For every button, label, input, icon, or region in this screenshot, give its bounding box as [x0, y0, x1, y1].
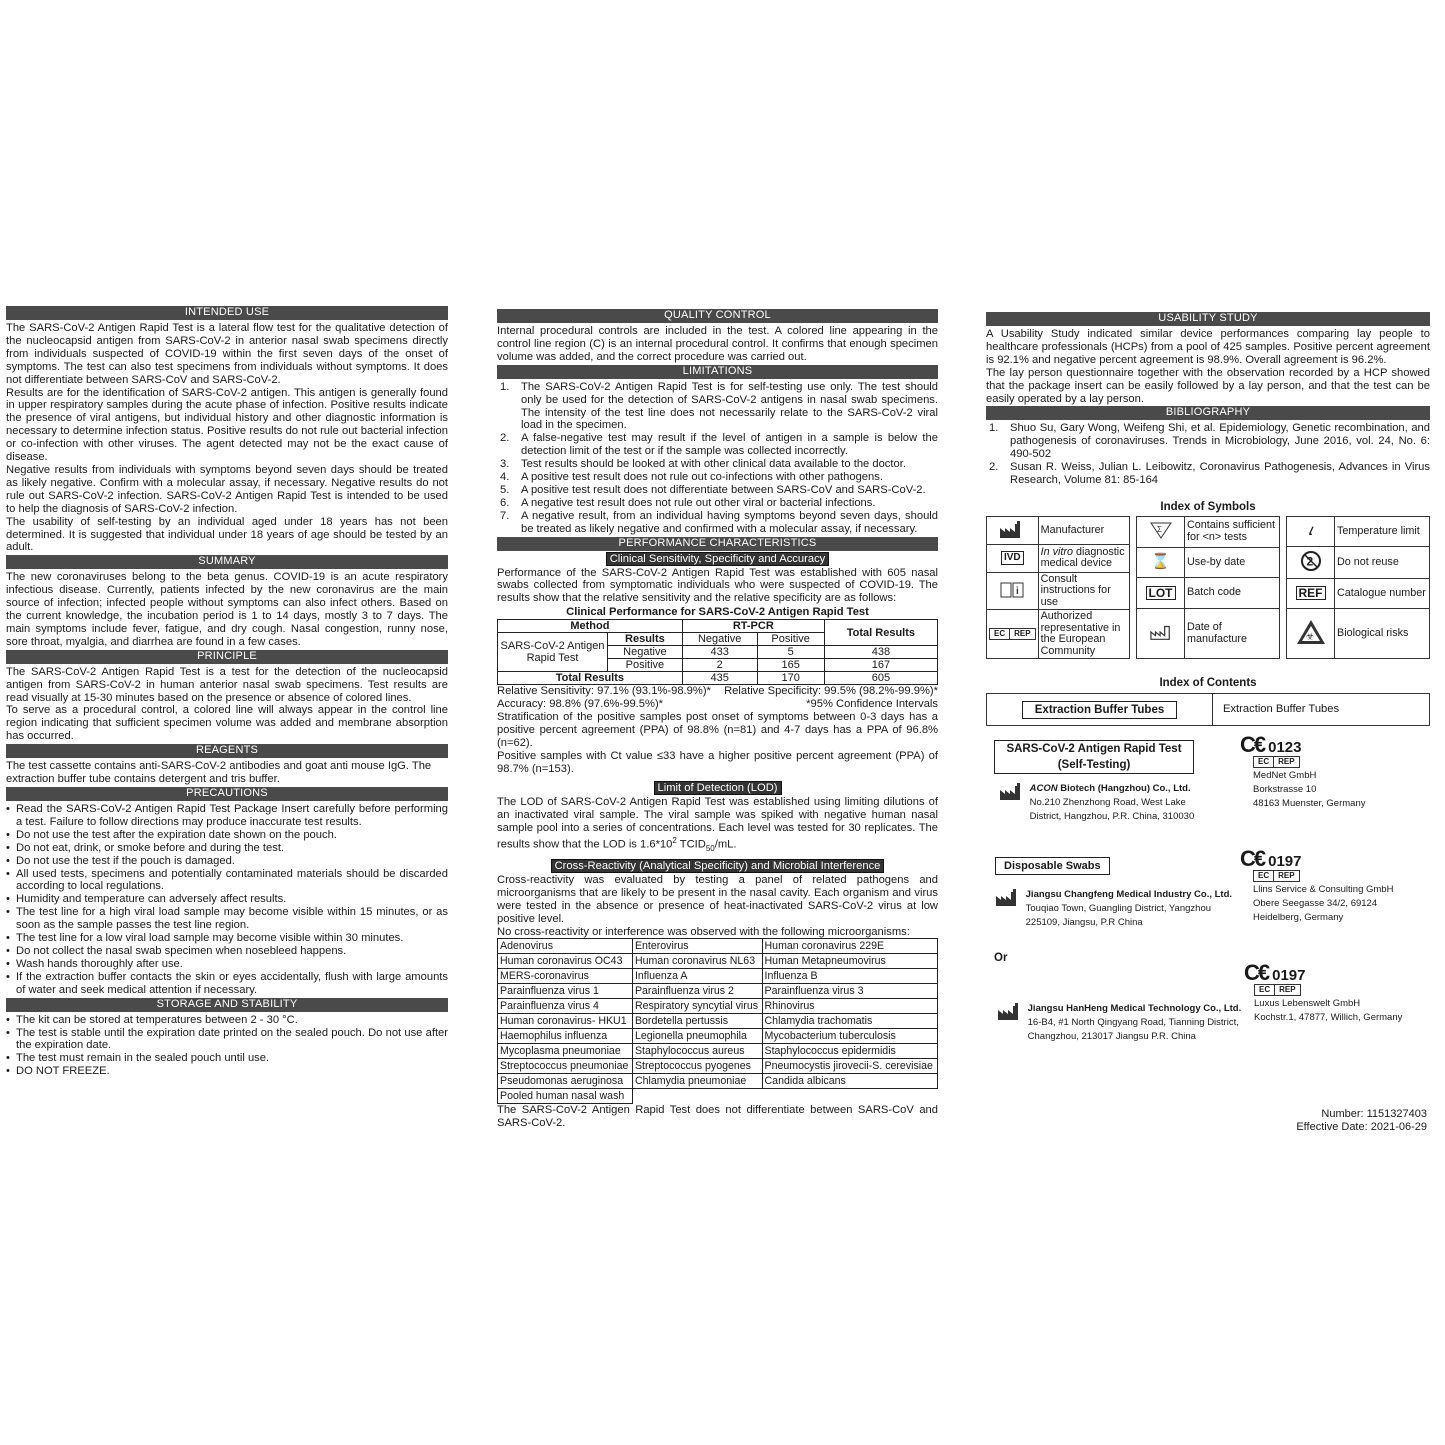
microorganism-cell: MERS-coronavirus — [498, 969, 633, 984]
symbol-label — [1185, 578, 1280, 609]
symbol-label-text: diagnostic medical device — [1040, 545, 1125, 570]
microorganism-cell: Streptococcus pneumoniae — [498, 1059, 633, 1074]
ce-mark: C€ 0197 — [1240, 846, 1302, 871]
method-header: Method — [498, 620, 683, 633]
symbol-label — [1038, 572, 1129, 610]
ce-block-3: C€ 0197 EC REP Luxus Lebenswelt GmbH Kochstr.1, 47877, Willich, Germany — [1244, 960, 1403, 1023]
biohazard-icon — [1287, 609, 1335, 659]
symbols-table — [986, 516, 1130, 660]
item-number: 1. — [989, 422, 999, 435]
symbol-row — [1287, 516, 1430, 547]
intended-use-heading: INTENDED USE — [6, 306, 448, 320]
table-row — [498, 1044, 938, 1059]
limitations-heading: LIMITATIONS — [497, 365, 938, 379]
item-number: 3. — [500, 458, 510, 471]
symbol-label — [1185, 547, 1280, 578]
limitations-list — [497, 381, 938, 536]
symbol-row — [1137, 578, 1280, 609]
reagents-heading: REAGENTS — [6, 744, 448, 758]
microorganism-cell: Human coronavirus OC43 — [498, 954, 633, 969]
manufacturer-2: Jiangsu Changfeng Medical Industry Co., Ltd. Touqiao Town, Guangling District, Yangzhou 225109, Jiangsu, P.R China — [996, 888, 1232, 930]
microorganism-cell: Influenza A — [632, 969, 762, 984]
limitations-item — [497, 432, 938, 458]
microorganism-cell: Chlamydia trachomatis — [762, 1014, 937, 1029]
ec-rep-icon: EC REP — [1253, 870, 1300, 882]
table-cell: 170 — [757, 672, 824, 685]
table-cell: 165 — [757, 659, 824, 672]
usability-para: The lay person questionnaire together with the observation recorded by a HCP showed that the package insert can be easily followed by a lay person, and that the test can be easily operated by a lay person. — [986, 366, 1430, 405]
table-cell: Negative — [608, 646, 683, 659]
lod-text: The LOD of SARS-CoV-2 Antigen Rapid Test was established using limiting dilutions of an inactivated viral sample. The viral sample was spiked with negative human nasal sample pool into a series of concentrations. Each level was tested for 30 replicates. The results show that the LOD is $1.6*10^2$ $TCID_{50}/mL$. — [497, 796, 938, 854]
symbol-row — [1287, 609, 1430, 659]
lod-subheading: Limit of Detection (LOD) — [654, 781, 782, 795]
or-label: Or — [994, 952, 1008, 964]
left-column — [6, 305, 448, 1078]
item-text: A negative result, from an individual having symptoms beyond seven days, should be treated as likely negative and confirmed with a molecular assay, if necessary. — [521, 509, 938, 535]
limitations-item — [497, 381, 938, 433]
symbol-row — [1137, 516, 1280, 547]
table-cell: 5 — [757, 646, 824, 659]
symbol-label — [1185, 516, 1280, 547]
usability-heading: USABILITY STUDY — [986, 312, 1430, 326]
table-row — [498, 939, 938, 954]
precautions-item: • All used tests, specimens and potentially contaminated materials should be discarded according to local regulations. — [6, 868, 448, 894]
symbols-table — [1286, 516, 1430, 660]
symbol-label-text: Use-by date — [1187, 555, 1246, 568]
precautions-item: • Do not eat, drink, or smoke before and during the test. — [6, 842, 448, 855]
precautions-heading: PRECAUTIONS — [6, 787, 448, 801]
symbol-label-text: Consult instructions for use — [1040, 572, 1111, 608]
accuracy: Accuracy: 98.8% (97.6%-99.5%)* — [497, 698, 664, 711]
ec-rep-icon: EC REP — [1254, 984, 1301, 996]
microorganism-cell: Legionella pneumophila — [632, 1029, 762, 1044]
precautions-item: • The test line for a high viral load sample may become visible within 15 minutes, or as soon as the sample passes the test line region. — [6, 906, 448, 932]
item-number: 1. — [500, 380, 510, 393]
rtpcr-header: RT-PCR — [682, 620, 824, 633]
precautions-item: • Do not collect the nasal swab specimen when nosebleed happens. — [6, 945, 448, 958]
contents-title: Index of Contents — [1159, 677, 1257, 690]
symbol-label-text: Batch code — [1187, 586, 1242, 599]
microorganism-cell: Parainfluenza virus 2 — [632, 984, 762, 999]
item-number: 5. — [500, 483, 510, 496]
quality-control-heading: QUALITY CONTROL — [497, 309, 938, 323]
item-text: Test results should be looked at with other clinical data available to the doctor. — [521, 458, 906, 471]
svg-text:2: 2 — [1306, 554, 1313, 569]
microorganism-cell: Parainfluenza virus 3 — [762, 984, 937, 999]
table-row — [498, 954, 938, 969]
table-row — [498, 999, 938, 1014]
effective-date: Effective Date: 2021-06-29 — [1296, 1121, 1427, 1133]
precautions-item: • Do not use the test after the expiration date shown on the pouch. — [6, 829, 448, 842]
precautions-item: • Do not use the test if the pouch is damaged. — [6, 855, 448, 868]
lot-icon: LOT — [1137, 578, 1185, 609]
product-2 — [995, 857, 1110, 875]
symbol-row — [1137, 608, 1280, 658]
cross-text-2: No cross-reactivity or interference was observed with the following microorganisms: — [497, 925, 910, 938]
symbol-label — [1038, 544, 1129, 572]
contents-label: Extraction Buffer Tubes — [1223, 703, 1340, 716]
symbol-row — [987, 516, 1130, 544]
microorganism-cell: Staphylococcus epidermidis — [762, 1044, 937, 1059]
microorganism-cell: Pseudomonas aeruginosa — [498, 1074, 633, 1089]
empty-cell — [632, 1089, 937, 1104]
symbol-label — [1038, 516, 1129, 544]
sensitivity: Relative Sensitivity: 97.1% (93.1%-98.9%)* — [497, 685, 711, 698]
precautions-item: • Read the SARS-CoV-2 Antigen Rapid Test Package Insert carefully before performing a test. Failure to follow directions may produce inaccurate test results. — [6, 803, 448, 829]
symbol-label-text: Catalogue number — [1337, 586, 1426, 599]
product-name: SARS-CoV-2 Antigen Rapid Test (Self-Testing) — [994, 740, 1194, 774]
total-results-header: Total Results — [824, 620, 937, 646]
factory-icon — [998, 1002, 1022, 1020]
intended-use-para: Negative results from individuals with symptoms beyond seven days should be treated as likely negative. Confirm with a molecular assay, if necessary. Negative results do not rule out SARS-CoV-2 infection. SARS-CoV-2 Antigen Rapid Test is intended to be used to help the diagnosis of SARS-CoV-2 infection. — [6, 463, 448, 515]
clinical-performance-table — [497, 619, 938, 685]
table-cell: 435 — [682, 672, 757, 685]
symbols-title: Index of Symbols — [1160, 500, 1256, 513]
storage-item: • The test must remain in the sealed pouch until use. — [6, 1052, 448, 1065]
principle-para: The SARS-CoV-2 Antigen Rapid Test is a test for the detection of the nucleocapsid antigen from SARS-CoV-2 in human anterior nasal swab specimens. Test results are read visually at 15-30 minutes based on the presence or absence of colored lines. — [6, 665, 448, 704]
symbol-label-text: Temperature limit — [1337, 524, 1420, 537]
item-text: The SARS-CoV-2 Antigen Rapid Test is for self-testing use only. The test should only be used for the detection of SARS-CoV-2 antigens in nasal swab specimens. The intensity of the test line does not necessarily relate to the SARS-CoV-2 viral load in the specimen. — [521, 380, 938, 432]
table-cell: Positive — [608, 659, 683, 672]
hourglass-icon: ⌛ — [1137, 547, 1185, 578]
principle-para: To serve as a procedural control, a colored line will always appear in the control line region indicating that sufficient specimen volume was added and membrane absorption has occurred. — [6, 704, 448, 743]
middle-column — [497, 308, 938, 1130]
microorganism-cell: Mycoplasma pneumoniae — [498, 1044, 633, 1059]
item-number: 2. — [500, 432, 510, 445]
ce-block-2: C€ 0197 EC REP Llins Service & Consulting GmbH Obere Seegasse 34/2, 69124 Heidelberg, Germany — [1240, 846, 1394, 923]
item-number: 2. — [989, 461, 999, 474]
ce-block-1: C€ 0123 EC REP MedNet GmbH Borkstrasse 10 48163 Muenster, Germany — [1240, 732, 1366, 809]
item-number: 4. — [500, 471, 510, 484]
bibliography-item — [986, 461, 1430, 487]
bibliography-item — [986, 422, 1430, 461]
clinical-table-title: Clinical Performance for SARS-CoV-2 Antigen Rapid Test — [566, 606, 869, 619]
microorganism-cell: Adenovirus — [498, 939, 633, 954]
table-row — [498, 1059, 938, 1074]
storage-heading: STORAGE AND STABILITY — [6, 998, 448, 1012]
ec-rep-icon: EC REP — [987, 610, 1039, 659]
microorganism-cell: Pneumocystis jirovecii-S. cerevisiae — [762, 1059, 937, 1074]
symbol-label-italic: In vitro — [1040, 545, 1073, 558]
item-number: 6. — [500, 496, 510, 509]
svg-text:i: i — [1016, 586, 1020, 598]
symbol-label — [1335, 547, 1430, 578]
factory-icon — [996, 888, 1020, 906]
microorganism-cell: Staphylococcus aureus — [632, 1044, 762, 1059]
symbol-row — [1287, 547, 1430, 578]
principle-heading: PRINCIPLE — [6, 650, 448, 664]
item-text: A positive test result does not differentiate between SARS-CoV and SARS-CoV-2. — [521, 483, 926, 496]
svg-text:☣: ☣ — [1305, 631, 1314, 643]
limitations-item — [497, 497, 938, 510]
microorganism-cell: Pooled human nasal wash — [498, 1089, 633, 1104]
table-cell: 167 — [824, 659, 937, 672]
table-row — [498, 1074, 938, 1089]
document-footer — [1296, 1108, 1427, 1134]
precautions-item: • Humidity and temperature can adversely affect results. — [6, 893, 448, 906]
symbol-row — [987, 544, 1130, 572]
ce-mark: C€ 0123 — [1240, 732, 1302, 757]
negative-header: Negative — [682, 633, 757, 646]
sigma-triangle-icon — [1137, 516, 1185, 547]
cross-footer: The SARS-CoV-2 Antigen Rapid Test does not differentiate between SARS-CoV and SARS-CoV-2. — [497, 1104, 938, 1130]
manufacturer-3: Jiangsu HanHeng Medical Technology Co., Ltd. 16-B4, #1 North Qingyang Road, Tianning District, Changzhou, 213017 Jiangsu P.R. China — [998, 1002, 1241, 1044]
symbol-label — [1185, 608, 1280, 658]
intended-use-para: The SARS-CoV-2 Antigen Rapid Test is a lateral flow test for the qualitative detection of the nucleocapsid antigen from SARS-CoV-2 in anterior nasal swab specimens directly from individuals suspected of COVID-19 within the first seven days of the onset of symptoms. The test can also test specimens from individuals without symptoms. It does not differentiate between SARS-CoV and SARS-CoV-2. — [6, 322, 448, 386]
performance-heading: PERFORMANCE CHARACTERISTICS — [497, 537, 938, 551]
table-row — [498, 969, 938, 984]
item-text: A positive test result does not rule out co-infections with other pathogens. — [521, 471, 883, 484]
product-name: Disposable Swabs — [995, 857, 1110, 875]
table-row — [498, 1014, 938, 1029]
factory-outline-icon — [1137, 608, 1185, 658]
summary-text: The new coronaviruses belong to the beta genus. COVID-19 is an acute respiratory infectious disease. Currently, patients infected by the new coronavirus are the main source of infection; infected people without symptoms can also infect others. Based on the current knowledge, the incubation period is 1 to 14 days, mostly 3 to 7 days. The main symptoms include fever, fatigue, and dry cough. Nasal congestion, runny nose, sore throat, myalgia, and diarrhea are found in a few cases. — [6, 571, 448, 648]
thermometer-icon: 𝜄 — [1287, 516, 1335, 547]
contents-box: Extraction Buffer Tubes — [1022, 701, 1178, 719]
limitations-item — [497, 484, 938, 497]
symbol-row — [1137, 547, 1280, 578]
document-number: Number: 1151327403 — [1321, 1108, 1427, 1120]
storage-item: • The kit can be stored at temperatures between 2 - 30 °C. — [6, 1014, 448, 1027]
symbols-table — [1136, 516, 1280, 660]
stratification-text: Stratification of the positive samples post onset of symptoms between 0-3 days has a positive percent agreement (PPA) of 98.8% (n=81) and 4-7 days has a PPA of 96.8% (n=62). — [497, 710, 938, 749]
symbol-row — [1287, 578, 1430, 609]
ce-mark: C€ 0197 — [1244, 960, 1306, 985]
microorganism-cell: Mycobacterium tuberculosis — [762, 1029, 937, 1044]
no-reuse-icon — [1287, 547, 1335, 578]
svg-text:Σ: Σ — [1156, 524, 1162, 534]
symbol-label-text: Do not reuse — [1337, 555, 1399, 568]
specificity: Relative Specificity: 99.5% (98.2%-99.9%)* — [724, 685, 938, 698]
microorganism-cell: Human coronavirus NL63 — [632, 954, 762, 969]
precautions-list — [6, 803, 448, 997]
microorganism-cell: Streptococcus pyogenes — [632, 1059, 762, 1074]
reagents-text: The test cassette contains anti-SARS-CoV-2 antibodies and goat anti mouse IgG. The extraction buffer tube contains detergent and tris buffer. — [6, 760, 432, 786]
cross-reactivity-subheading: Cross-Reactivity (Analytical Specificity) and Microbial Interference — [551, 859, 885, 873]
precautions-item: • Wash hands thoroughly after use. — [6, 958, 448, 971]
microorganism-cell: Parainfluenza virus 1 — [498, 984, 633, 999]
limitations-item — [497, 510, 938, 536]
bibliography-heading: BIBLIOGRAPHY — [986, 406, 1430, 420]
symbol-row — [987, 610, 1130, 659]
contents-index — [986, 693, 1430, 726]
table-cell: 438 — [824, 646, 937, 659]
microorganism-cell: Rhinovirus — [762, 999, 937, 1014]
symbol-label — [1335, 609, 1430, 659]
product-1 — [994, 740, 1194, 774]
storage-item: • The test is stable until the expiration date printed on the sealed pouch. Do not use after the expiration date. — [6, 1027, 448, 1053]
symbol-label-text: Manufacturer — [1040, 523, 1105, 536]
precautions-item: • The test line for a low viral load sample may become visible within 30 minutes. — [6, 932, 448, 945]
ivd-icon: IVD — [987, 544, 1039, 572]
symbol-label-text: Date of manufacture — [1187, 621, 1248, 645]
microorganism-cell: Human Metapneumovirus — [762, 954, 937, 969]
microorganism-cell: Bordetella pertussis — [632, 1014, 762, 1029]
symbol-row — [987, 572, 1130, 610]
clinical-subheading: Clinical Sensitivity, Specificity and Accuracy — [606, 552, 830, 566]
symbol-label — [1335, 578, 1430, 609]
microorganism-cell: Respiratory syncytial virus — [632, 999, 762, 1014]
microorganism-cell: Chlamydia pneumoniae — [632, 1074, 762, 1089]
table-row — [498, 984, 938, 999]
symbol-label-text: Authorized representative in the European Community — [1040, 610, 1121, 657]
confidence-note: *95% Confidence Intervals — [806, 698, 938, 711]
microorganism-cell: Haemophilus influenza — [498, 1029, 633, 1044]
bibliography-list — [986, 422, 1430, 487]
summary-heading: SUMMARY — [6, 555, 448, 569]
table-cell: 605 — [824, 672, 937, 685]
results-header: Results — [608, 633, 683, 646]
symbol-label — [1038, 610, 1129, 659]
symbol-label — [1335, 516, 1430, 547]
table-cell: Total Results — [498, 672, 683, 685]
ref-icon: REF — [1287, 578, 1335, 609]
positive-header: Positive — [757, 633, 824, 646]
ec-rep-icon: EC REP — [1253, 756, 1300, 768]
storage-item: • DO NOT FREEZE. — [6, 1065, 448, 1078]
microorganism-table — [497, 938, 938, 1104]
cross-text: Cross-reactivity was evaluated by testing a panel of related pathogens and microorganisms that are likely to be present in the nasal cavity. Each organism and virus were tested in the absence or presence of heat-inactivated SARS-CoV-2 virus at low positive level. — [497, 873, 938, 925]
factory-icon — [1000, 782, 1024, 800]
factory-icon — [987, 516, 1039, 544]
storage-list — [6, 1014, 448, 1079]
item-text: A false-negative test may result if the level of antigen in a sample is below the detection limit of the test or if the sample was collected incorrectly. — [521, 432, 938, 458]
test-name-cell: SARS-CoV-2 Antigen Rapid Test — [498, 633, 608, 672]
table-cell: 433 — [682, 646, 757, 659]
microorganism-cell: Human coronavirus 229E — [762, 939, 937, 954]
microorganism-cell: Enterovirus — [632, 939, 762, 954]
limitations-item — [497, 471, 938, 484]
table-cell: 2 — [682, 659, 757, 672]
symbols-index — [986, 516, 1430, 660]
ct-text: Positive samples with Ct value ≤33 have a higher positive percent agreement (PPA) of 98.7% (n=153). — [497, 749, 938, 775]
item-number: 7. — [500, 509, 510, 522]
microorganism-cell: Candida albicans — [762, 1074, 937, 1089]
manufacturer-1: ACON Biotech (Hangzhou) Co., Ltd. No.210 Zhenzhong Road, West Lake District, Hangzhou, P.R. China, 310030 — [1000, 782, 1194, 824]
performance-intro: Performance of the SARS-CoV-2 Antigen Rapid Test was established with 605 nasal swabs collected from symptomatic individuals who were suspected of COVID-19. The results show that the relative sensitivity and the relative specificity are as follows: — [497, 566, 938, 605]
table-row — [498, 1089, 938, 1104]
symbol-label-text: Biological risks — [1337, 626, 1409, 639]
microorganism-cell: Parainfluenza virus 4 — [498, 999, 633, 1014]
quality-control-text: Internal procedural controls are included in the test. A colored line appearing in the control line region (C) is an internal procedural control. It confirms that enough specimen volume was added, and the correct procedure was carried out. — [497, 325, 938, 363]
item-text: Shuo Su, Gary Wong, Weifeng Shi, et al. Epidemiology, Genetic recombination, and pathogenesis of coronaviruses. Trends in Microbiology, June 2016, vol. 24, No. 6: 490-502 — [1010, 422, 1430, 461]
item-text: Susan R. Weiss, Julian L. Leibowitz, Coronavirus Pathogenesis, Advances in Virus Research, Volume 81: 85-164 — [1010, 461, 1430, 487]
symbol-label-text: Contains sufficient for <n> tests — [1187, 519, 1276, 543]
right-column — [986, 311, 1430, 726]
usability-para: A Usability Study indicated similar device performances comparing lay people to healthcare professionals (HCPs) from a pool of 425 samples. Positive percent agreement is 92.1% and negative percent agreement is 98.9%. Overall agreement is 96.2%. — [986, 328, 1430, 366]
item-text: A negative test result does not rule out other viral or bacterial infections. — [521, 496, 876, 509]
intended-use-para: Results are for the identification of SARS-CoV-2 antigen. This antigen is generally found in upper respiratory samples during the acute phase of infection. Positive results indicate the presence of viral antigens, but individual history and other diagnostic information is necessary to determine infection status. Positive results do not rule out bacterial infection or co-infection with other viruses. The agent detected may not be the exact cause of disease. — [6, 386, 448, 464]
limitations-item — [497, 458, 938, 471]
book-info-icon — [987, 572, 1039, 610]
table-row — [498, 1029, 938, 1044]
precautions-item: • If the extraction buffer contacts the skin or eyes accidentally, flush with large amounts of water and seek medical attention if necessary. — [6, 971, 448, 997]
intended-use-para: The usability of self-testing by an individual aged under 18 years has not been determined. It is suggested that individual under 18 years of age should be tested by an adult. — [6, 515, 448, 554]
microorganism-cell: Influenza B — [762, 969, 937, 984]
microorganism-cell: Human coronavirus- HKU1 — [498, 1014, 633, 1029]
